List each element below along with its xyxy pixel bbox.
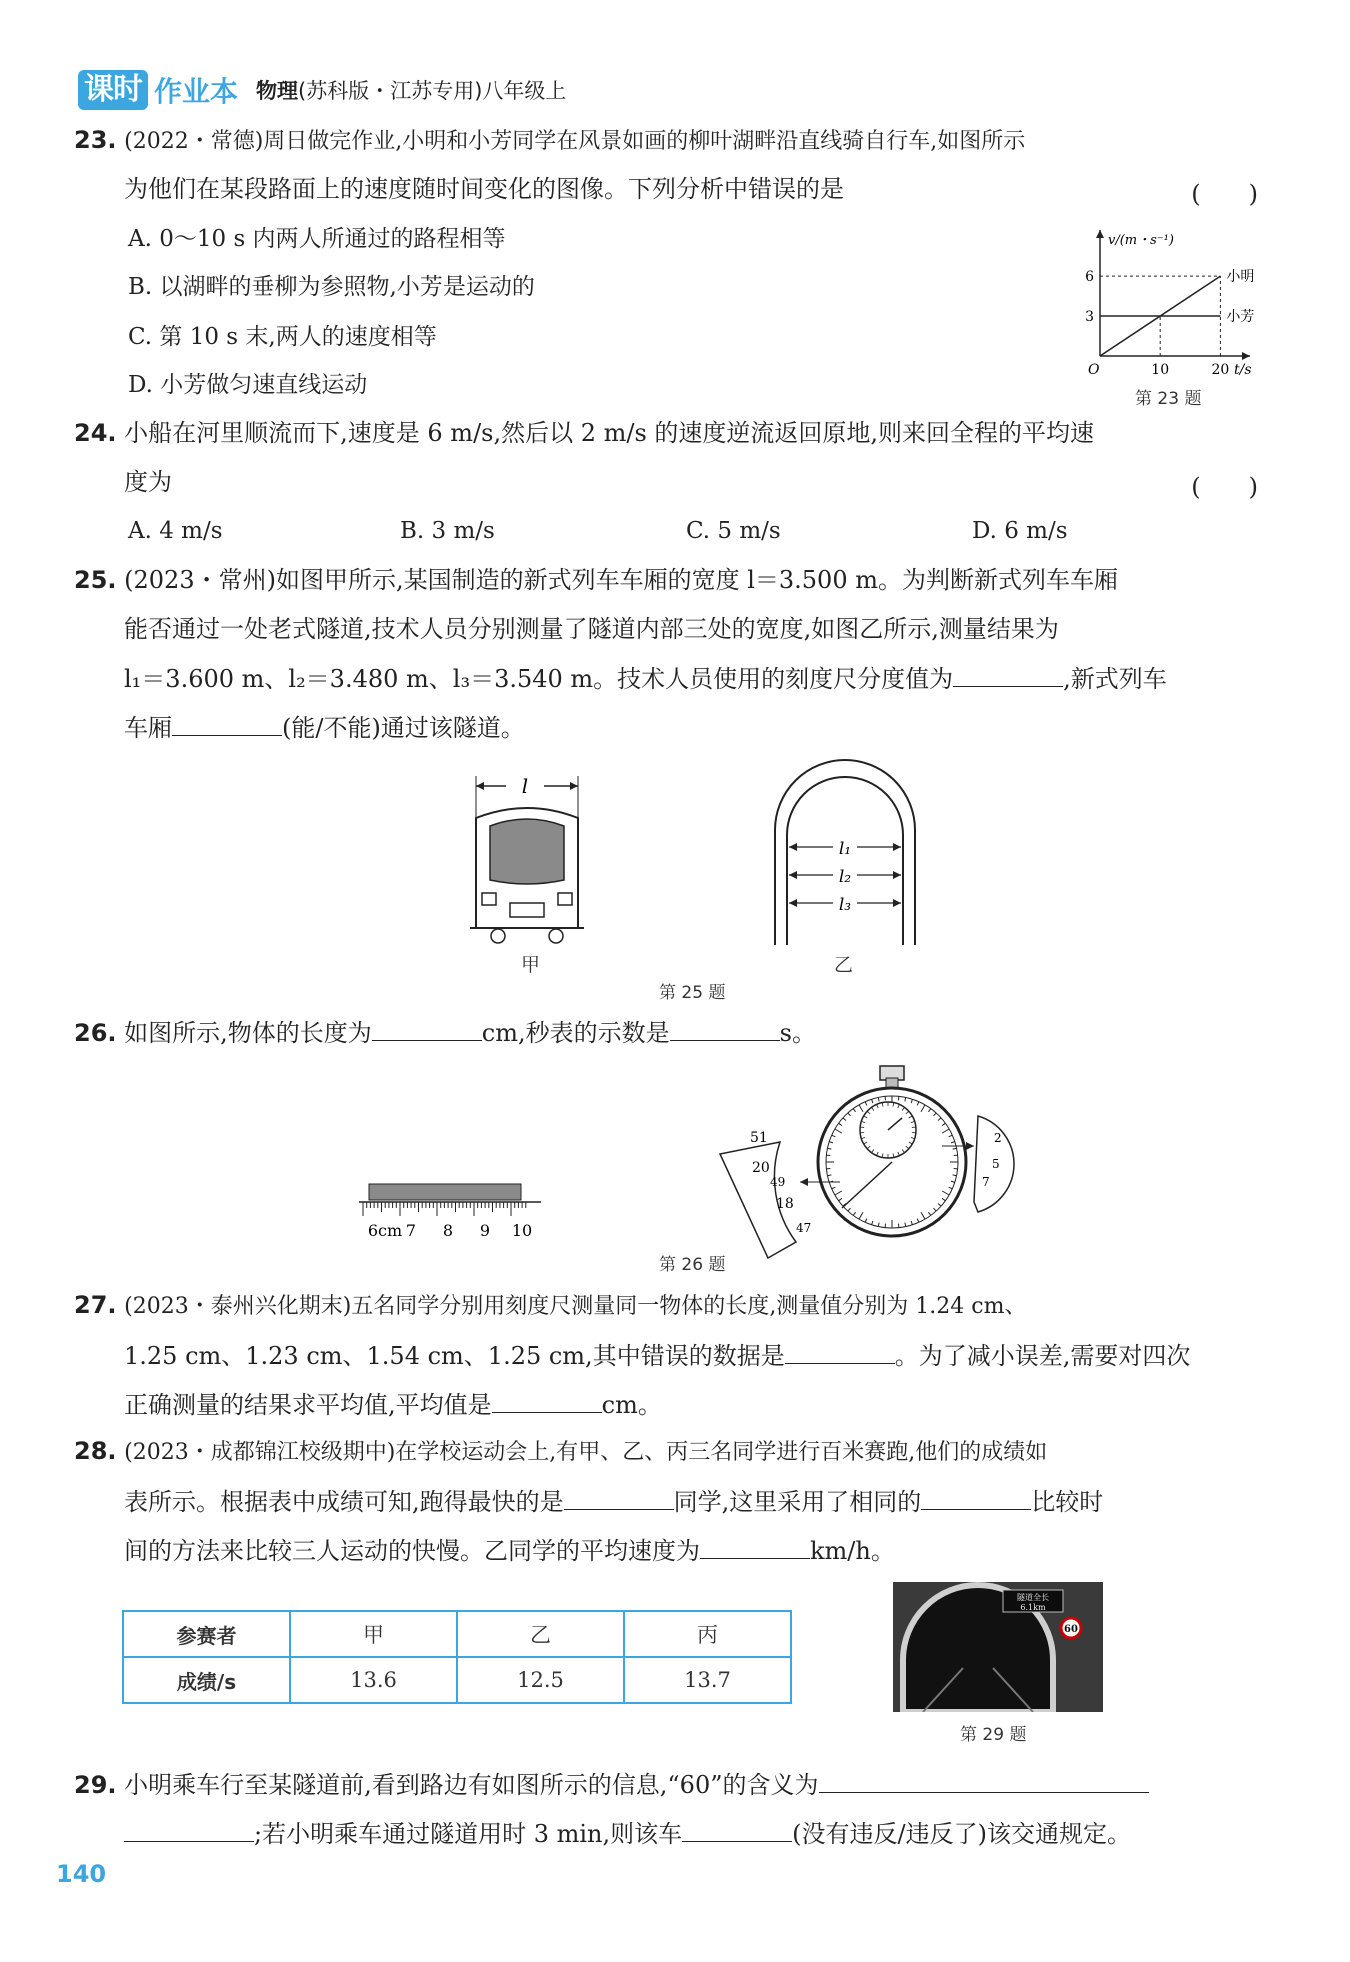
q25-caption: 第 25 题 <box>659 983 726 1003</box>
q23-option-c[interactable]: C. 第 10 s 末,两人的速度相等 <box>128 324 437 350</box>
q25-tunnel-figure <box>765 755 925 955</box>
q23-option-d[interactable]: D. 小芳做匀速直线运动 <box>128 372 368 398</box>
ruler-label-6cm: 6cm <box>367 1221 403 1240</box>
logo-highlight: 课时 <box>78 70 148 110</box>
q24-option-c[interactable]: C. 5 m/s <box>686 518 781 544</box>
q26-number: 26. <box>74 1019 117 1047</box>
q29-line1: 29. 小明乘车行至某隧道前,看到路边有如图所示的信息,“60”的含义为 <box>74 1768 1149 1800</box>
q26-line1: 26. 如图所示,物体的长度为 cm,秒表的示数是 s。 <box>74 1016 816 1048</box>
series-label-1: 小芳 <box>1226 309 1255 326</box>
table-row <box>123 1657 791 1703</box>
book-subtitle: 物理(苏科版・江苏专用)八年级上 <box>256 79 567 103</box>
q27-blank-wrong[interactable] <box>785 1339 895 1364</box>
q24-line2: 度为 <box>124 468 172 496</box>
y-tick-label: 6 <box>1085 269 1094 286</box>
q23-caption: 第 23 题 <box>1135 389 1202 409</box>
q23-option-a[interactable]: A. 0～10 s 内两人所通过的路程相等 <box>128 226 506 252</box>
q25-line4: 车厢 (能/不能)通过该隧道。 <box>124 711 525 743</box>
q29-tunnel-photo <box>893 1582 1103 1712</box>
table-cell: 13.6 <box>290 1657 457 1703</box>
q25-dim-l: l <box>521 774 529 798</box>
x-axis-label: t/s <box>1234 362 1252 378</box>
table-header-cell: 乙 <box>457 1611 624 1657</box>
table-cell: 成绩/s <box>123 1657 290 1703</box>
q24-option-a[interactable]: A. 4 m/s <box>128 518 223 544</box>
q28-blank-speed[interactable] <box>700 1534 810 1559</box>
table-cell: 13.7 <box>624 1657 791 1703</box>
q23-velocity-chart <box>1080 218 1270 378</box>
table-cell: 12.5 <box>457 1657 624 1703</box>
ruler-label-9: 9 <box>479 1221 491 1240</box>
q25-number: 25. <box>74 566 117 594</box>
q25-dim-l1: l₁ <box>838 839 852 859</box>
svg-text:20: 20 <box>752 1160 770 1176</box>
q24-option-d[interactable]: D. 6 m/s <box>972 518 1068 544</box>
q27-line3: 正确测量的结果求平均值,平均值是 cm。 <box>124 1388 662 1420</box>
q26-caption: 第 26 题 <box>659 1255 726 1275</box>
svg-text:49: 49 <box>770 1175 786 1189</box>
q23-answer-paren[interactable]: ( ) <box>1191 180 1258 208</box>
speed-limit-sign: 60 <box>1064 1624 1078 1635</box>
x-axis-arrow <box>1242 352 1250 360</box>
q29-line2: ;若小明乘车通过隧道用时 3 min,则该车 (没有违反/违反了)该交通规定。 <box>124 1817 1131 1849</box>
q27-line1: 27. (2023・泰州兴化期末)五名同学分别用刻度尺测量同一物体的长度,测量值分别为 1.24 cm、 <box>74 1291 1027 1319</box>
svg-text:2: 2 <box>994 1131 1002 1145</box>
svg-text:18: 18 <box>776 1196 794 1212</box>
tunnel-length-label: 隧道全长 <box>1017 1593 1049 1602</box>
y-axis-label: v/(m・s⁻¹) <box>1108 233 1174 248</box>
table-header-cell: 参赛者 <box>123 1611 290 1657</box>
x-tick-label: 10 <box>1151 362 1170 378</box>
svg-text:47: 47 <box>796 1221 812 1235</box>
q25-blank-1[interactable] <box>953 662 1063 687</box>
q28-line2: 表所示。根据表中成绩可知,跑得最快的是 同学,这里采用了相同的 比较时 <box>124 1485 1103 1517</box>
q27-blank-average[interactable] <box>492 1388 602 1413</box>
q29-blank-violation[interactable] <box>682 1817 792 1842</box>
q25-line2: 能否通过一处老式隧道,技术人员分别测量了隧道内部三处的宽度,如图乙所示,测量结果为 <box>124 615 1059 643</box>
q29-caption: 第 29 题 <box>960 1725 1027 1745</box>
q25-train-car-figure <box>460 768 600 968</box>
ruler-label-7: 7 <box>405 1221 417 1240</box>
q23-line1: 23. (2022・常德)周日做完作业,小明和小芳同学在风景如画的柳叶湖畔沿直线骑自行车,如图所示 <box>74 126 1026 154</box>
tunnel-length-value: 6.1km <box>1020 1603 1046 1612</box>
table-header-cell: 丙 <box>624 1611 791 1657</box>
q25-fig-a-label: 甲 <box>521 954 541 976</box>
q25-fig-b-label: 乙 <box>834 954 854 976</box>
q29-blank-meaning-cont[interactable] <box>124 1817 254 1842</box>
q26-stopwatch-figure <box>710 1062 1030 1262</box>
q28-line3: 间的方法来比较三人运动的快慢。乙同学的平均速度为 km/h。 <box>124 1534 895 1566</box>
q23-option-b[interactable]: B. 以湖畔的垂柳为参照物,小芳是运动的 <box>128 274 535 300</box>
q25-line3: l₁＝3.600 m、l₂＝3.480 m、l₃＝3.540 m。技术人员使用的刻度尺分度值为 ,新式列车 <box>124 662 1167 694</box>
y-tick-label: 3 <box>1085 309 1094 326</box>
q28-blank-method[interactable] <box>921 1485 1031 1510</box>
table-header-cell: 甲 <box>290 1611 457 1657</box>
svg-text:7: 7 <box>982 1175 990 1189</box>
origin-label: O <box>1088 362 1100 378</box>
q25-line1: 25. (2023・常州)如图甲所示,某国制造的新式列车车厢的宽度 l＝3.500 m。为判断新式列车车厢 <box>74 566 1118 594</box>
q26-blank-time[interactable] <box>670 1016 780 1041</box>
q25-dim-l2: l₂ <box>838 867 852 887</box>
q27-line2: 1.25 cm、1.23 cm、1.54 cm、1.25 cm,其中错误的数据是 。为了减小误差,需要对四次 <box>124 1339 1190 1371</box>
svg-text:5: 5 <box>992 1157 1000 1171</box>
q27-number: 27. <box>74 1291 117 1319</box>
x-tick-label: 20 <box>1211 362 1230 378</box>
page-number: 140 <box>56 1860 107 1888</box>
logo-title: 作业本 <box>154 75 239 108</box>
q24-line1: 24. 小船在河里顺流而下,速度是 6 m/s,然后以 2 m/s 的速度逆流返回原地,则来回全程的平均速 <box>74 419 1095 447</box>
q23-number: 23. <box>74 126 117 154</box>
header <box>78 70 566 110</box>
q26-blank-length[interactable] <box>372 1016 482 1041</box>
ruler-label-10: 10 <box>511 1221 533 1240</box>
q29-blank-meaning[interactable] <box>819 1768 1149 1793</box>
ruler-label-8: 8 <box>442 1221 454 1240</box>
q28-line1: 28. (2023・成都锦江校级期中)在学校运动会上,有甲、乙、丙三名同学进行百米赛跑,他们的成绩如 <box>74 1437 1048 1465</box>
q26-ruler-figure <box>355 1180 550 1242</box>
q24-number: 24. <box>74 419 117 447</box>
q25-dim-l3: l₃ <box>838 895 852 915</box>
q28-results-table <box>122 1610 792 1704</box>
q29-number: 29. <box>74 1771 117 1799</box>
q24-option-b[interactable]: B. 3 m/s <box>400 518 495 544</box>
q28-number: 28. <box>74 1437 117 1465</box>
q28-blank-fastest[interactable] <box>564 1485 674 1510</box>
q23-line2: 为他们在某段路面上的速度随时间变化的图像。下列分析中错误的是 <box>124 175 844 203</box>
table-row <box>123 1611 791 1657</box>
series-label-0: 小明 <box>1226 269 1255 286</box>
q25-blank-2[interactable] <box>172 711 282 736</box>
svg-text:51: 51 <box>750 1130 768 1146</box>
y-axis-arrow <box>1096 230 1104 238</box>
q24-answer-paren[interactable]: ( ) <box>1191 473 1258 501</box>
